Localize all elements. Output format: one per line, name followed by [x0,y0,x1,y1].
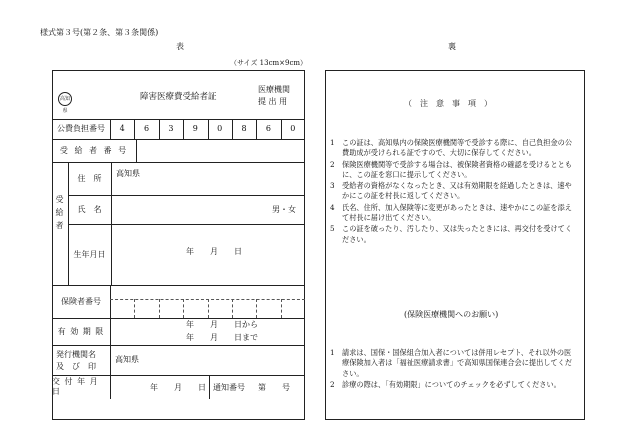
notice-number-label: 通知番号 [213,383,245,392]
public-payer-digit: 4 [119,124,125,133]
prefecture-seal-icon: 高知県 [58,92,72,106]
back-label: 裏 [448,42,456,51]
note-item-text: 氏名、住所、加入保険等に変更があったときは、速やかにこの証を添えて村長に届け出てください。 [342,202,572,223]
recipient-label: 受給者 [55,195,64,234]
birth-label: 生年月日 [73,249,106,259]
public-payer-digit: 0 [217,124,223,133]
note-item-text: この証を破ったり、汚したり、又は失ったときには、再交付を受けてください。 [342,224,573,244]
public-payer-digit: 8 [241,124,247,133]
request-item [330,348,578,379]
issuer-value: 高知県 [115,355,139,364]
request-item-number: 1 [330,348,335,357]
request-item [330,380,578,390]
gender-value: 男・女 [272,205,296,214]
institution-heading: (保険医療機関へのお願い) [404,310,499,319]
note-item-number: 5 [330,224,335,234]
submission-note-line2: 提 出 用 [258,97,288,106]
note-item [330,224,578,245]
address-label: 住 所 [77,173,102,183]
notes-list [330,138,578,246]
request-item-number: 2 [330,379,335,389]
notes-heading: （ 注 意 事 項 ） [404,99,492,108]
card-title: 障害医療費受給者証 [140,92,217,102]
address-value: 高知県 [116,169,140,178]
issuer-label-line2: 及 び 印 [56,362,96,371]
issuer-label-line1: 発行機関名 [56,350,96,359]
birth-value: 年 月 日 [186,247,242,256]
public-payer-label: 公費負担番号 [57,124,105,133]
note-item-number: 1 [330,138,335,147]
note-item-text: この証は、高知県内の保険医療機関等で受診する際に、自己負担金の公費助成が受けられる証ですので、大切に保存してください。 [342,138,573,158]
request-item-text: 診療の際は、「有効期限」についてのチェックを必ずしてください。 [342,379,561,389]
requests-list [330,348,578,391]
submission-note-line1: 医療機関 [258,85,290,94]
recipient-number-label: 受 給 者 番 号 [59,145,129,155]
validity-to: 年 月 日まで [186,333,258,342]
form-number: 様式第３号(第２条、第３条関係) [40,28,159,37]
public-payer-digit: 6 [144,124,150,133]
note-item-text: 受給者の資格がなくなったとき、又は有効期限を経過したときは、速やかにこの証を村長に返してください。 [342,181,572,201]
note-item [330,138,578,159]
public-payer-digit: 9 [192,124,198,133]
validity-label: 有 効 期 限 [57,326,105,336]
name-label: 氏 名 [77,204,102,214]
size-note: （サイズ 13cm×9cm） [230,59,308,67]
note-item-text: 保険医療機関等で受診する場合は、被保険者資格の確認を受けるとともに、この証を窓口に提示してください。 [342,159,573,179]
public-payer-digit: 6 [265,124,271,133]
insurer-number-label: 保険者番号 [61,296,101,306]
note-item-number: 3 [330,181,335,191]
note-item-number: 4 [330,202,335,212]
note-item-number: 2 [330,159,335,169]
request-item-text: 請求は、国保・国保組合加入者については併用レセプト、それ以外の医療保険加入者は「福祉医療請求書」で高知県国保連合会に提出してください。 [342,348,573,378]
note-item [330,160,578,181]
front-label: 表 [176,42,184,51]
note-item [330,181,578,202]
public-payer-digit: 0 [290,124,296,133]
notice-number-value: 第 号 [258,383,290,392]
issue-date-value: 年 月 日 [150,383,206,392]
issue-date-label: 交 付 年 月 日 [52,377,99,396]
note-item [330,203,578,224]
public-payer-digit: 3 [168,124,174,133]
validity-from: 年 月 日から [186,320,258,329]
